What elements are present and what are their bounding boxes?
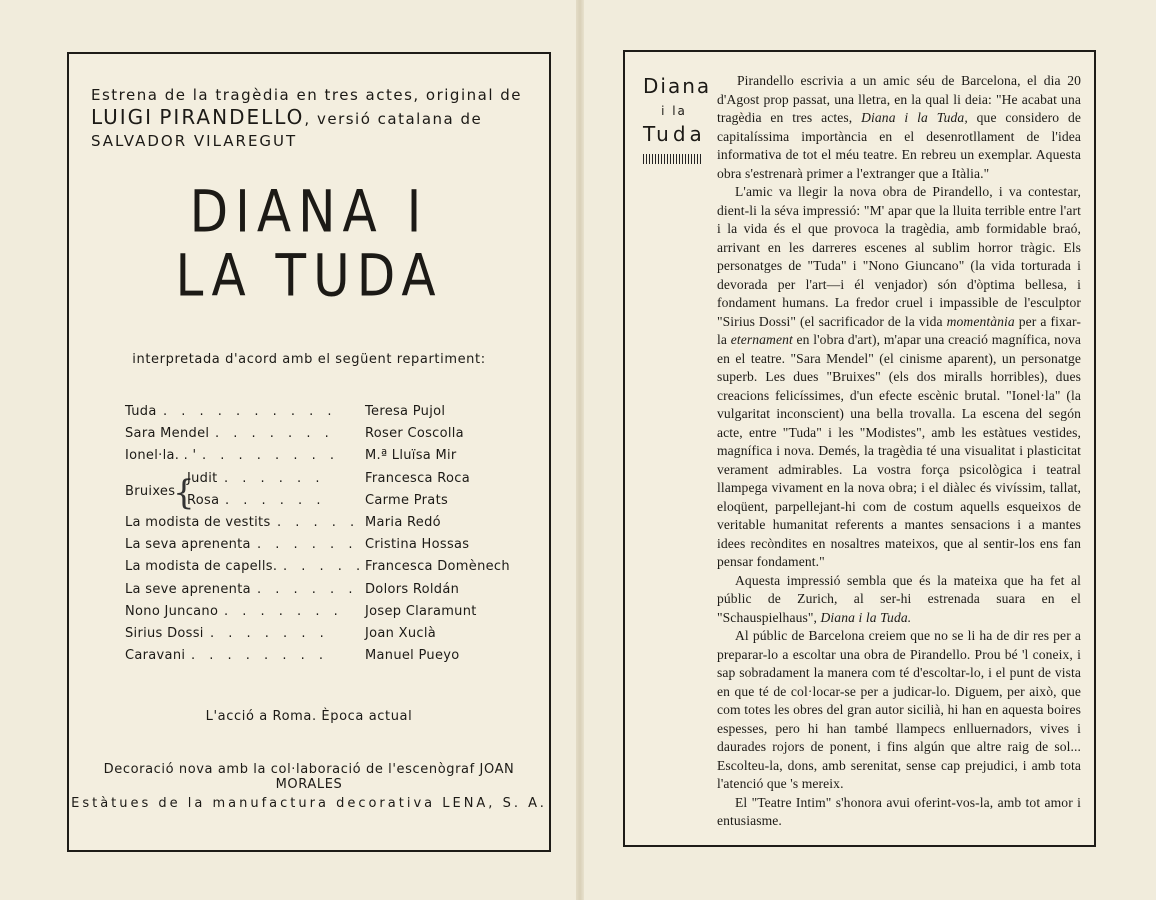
side-title [643,74,712,164]
role-name: La seve aprenenta [125,581,251,597]
role-name: Tuda [125,404,157,419]
cast-row [125,448,495,470]
decoration-text: Decoració nova amb la col·laboració de l'escenògraf [103,762,475,777]
role-name: Caravani [125,648,186,664]
leader-dots: . . . . . . . . . . [163,404,337,419]
role-name: Ionel·la. . ' [125,448,197,464]
leader-dots: . . . . . . [257,581,358,597]
leader-dots: . . . . . . . [224,603,343,619]
paragraph-2: L'amic va llegir la nova obra de Pirandello, i va contestar, dient-li la séva impressió: "M' apar que la lluita terrible entre l'art i la vida és el que provoca la tragèdia, amb formidable braó, arrivant en les darreres escenes al sublim horror tràgic. Els personatges de "Tuda" i "Nono Giuncano" (la vida torturada i devorada per l'art—i él venjador) són d'òptima bellesa, i fondament humans. La fredor cruel i impassible de l'esculptor "Sirius Dossi" (el sacrificador de la vida momentània per a fixar-la eternament en l'obra d'art), m'apar una creació magnífica, nova en el teatre. "Sara Mendel" (el cinisme aparent), un personatge superb. Les dues "Bruixes" (els dos miralls horribles), dues creacions felicíssimes, d'un efecte escènic brutal. "Ionel·la" (la vulgaritat inconscient) una bella trovalla. La escena del segón acte, entre "Tuda" i les "Modistes", amb les estàtues vestides, magnífica i nova. Demés, la tragèdia té una visualitat i plasticitat verament admirables. La vostra força psicològica i teatral llampega vivament en la nova obra; i el diàlec és vivíssim, tallat, eloqüent, parpellejant-hi com de costum aquells esqueixos de veritable humanitat referents a mantes sensacions i a mantes idees recòndites en nosaltres mateixos, que al sentir-los ens fan pensar fondament." [717,184,1081,569]
role-name: Rosa [187,492,220,508]
essay-body [717,72,1081,831]
cast-row [125,426,495,448]
role-name: La modista de capells. [125,559,278,575]
actor-name: Maria Redó [365,514,441,530]
side-title-word-1: Diana [643,74,712,98]
intro-part2: , versió catalana de [304,110,483,128]
intro-text [91,84,531,152]
leader-dots: . . . . . . [225,492,326,508]
side-title-word-3: Tuda [643,122,706,146]
cast-page [67,52,551,852]
role-name: Judit [187,470,218,486]
title-line-2: LA TUDA [175,242,443,310]
group-label: Bruixes [125,483,176,499]
actor-name: M.ª Lluïsa Mir [365,448,457,464]
intro-part1: Estrena de la tragèdia en tres actes, original de [91,86,523,104]
actor-name: Dolors Roldán [365,581,460,597]
paragraph-5: El "Teatre Intim" s'honora avui oferint-vos-la, amb tot amor i entusiasme. [717,794,1081,828]
leader-dots: . . . . . [277,514,360,530]
role-name: La seva aprenenta [125,537,251,553]
role-name: Sirius Dossi [125,625,204,641]
paragraph-1: Pirandello escrivia a un amic séu de Barcelona, el dia 20 d'Agost prop passat, una lletra, en la qual li deia: "He acabat una tragèdia en tres actes, Diana i la Tuda, que considero de capitalíssima importància en el desenrotllament de l'idea informativa de tot el méu teatre. En rebreu un exemplar. Aquesta obra s'estrenarà primer a l'extranger que a Itàlia." [717,73,1082,181]
cast-row [125,582,495,604]
decorative-rule [643,154,701,164]
cast-row [125,648,495,670]
leader-dots: . . . . . . . [210,625,329,641]
role-name: Nono Juncano [125,603,219,619]
actor-name: Teresa Pujol [365,404,446,419]
actor-name: Carme Prats [365,492,449,508]
cast-row [125,604,495,626]
leader-dots: . . . . . . [224,470,325,486]
cast-group-bruixes [125,471,495,515]
statues-credit: Estàtues de la manufactura decorativa LENA, S. A. [71,796,547,811]
page-fold [576,0,584,900]
leader-dots: . . . . . . [257,537,358,553]
author-last-name: PIRANDELLO [159,105,305,129]
actor-name: Roser Coscolla [365,426,464,442]
paragraph-3: Aquesta impressió sembla que és la mateixa que ha fet al públic de Zurich, al ser-hi estrenada suara en el "Schauspielhaus", Diana i la Tuda. [717,572,1081,625]
cast-row [125,404,495,426]
essay-page [623,50,1096,847]
decoration-credit [69,762,549,792]
leader-dots: . . . . . . . . [191,648,328,664]
role-name: La modista de vestits [125,514,271,530]
cast-row [125,515,495,537]
title-line-1: DIANA I [189,178,429,246]
cast-row [187,493,497,515]
role-name: Sara Mendel [125,426,210,442]
paragraph-4: Al públic de Barcelona creiem que no se li ha de dir res per a preparar-lo a escoltar una obra de Pirandello. Prou bé 'l coneix, i sap sobradament la manera com té d'escoltar-lo, i el punt de vista en que té de col·locar-se per a judicar-lo. Diguem, per això, que com totes les obres del gran autor sicilià, hi han en aquesta boires espesses, pero hi han també llampecs enlluernadors, vives i daurades rojors de ponent, i fins algún que altre raig de sol... Escolteu-la, dons, amb serenitat, sense cap prejudici, i amb tota l'atenció que 's mereix. [717,628,1081,791]
actor-name: Francesca Domènech [365,559,510,575]
leader-dots: . . . . . . . . [202,448,339,464]
side-title-word-2: i la [661,104,687,118]
setting-text: L'acció a Roma. Època actual [205,709,413,724]
actor-name: Francesca Roca [365,470,470,486]
leader-dots: . . . . . [283,559,366,575]
actor-name: Joan Xuclà [365,625,436,641]
leader-dots: . . . . . . . [215,426,334,442]
decorator-name: JOAN MORALES [275,762,515,792]
cast-row [125,559,510,581]
author-first-name: LUIGI [91,105,154,129]
cast-row [125,537,495,559]
actor-name: Manuel Pueyo [365,648,460,664]
actor-name: Josep Claramunt [365,603,477,619]
cast-row [187,471,497,493]
brace-icon: { [173,472,195,513]
actor-name: Cristina Hossas [365,537,470,553]
cast-list [125,404,510,670]
translator-name: SALVADOR VILAREGUT [91,132,298,150]
cast-subtitle: interpretada d'acord amb el següent repartiment: [132,352,486,367]
cast-row [125,626,495,648]
